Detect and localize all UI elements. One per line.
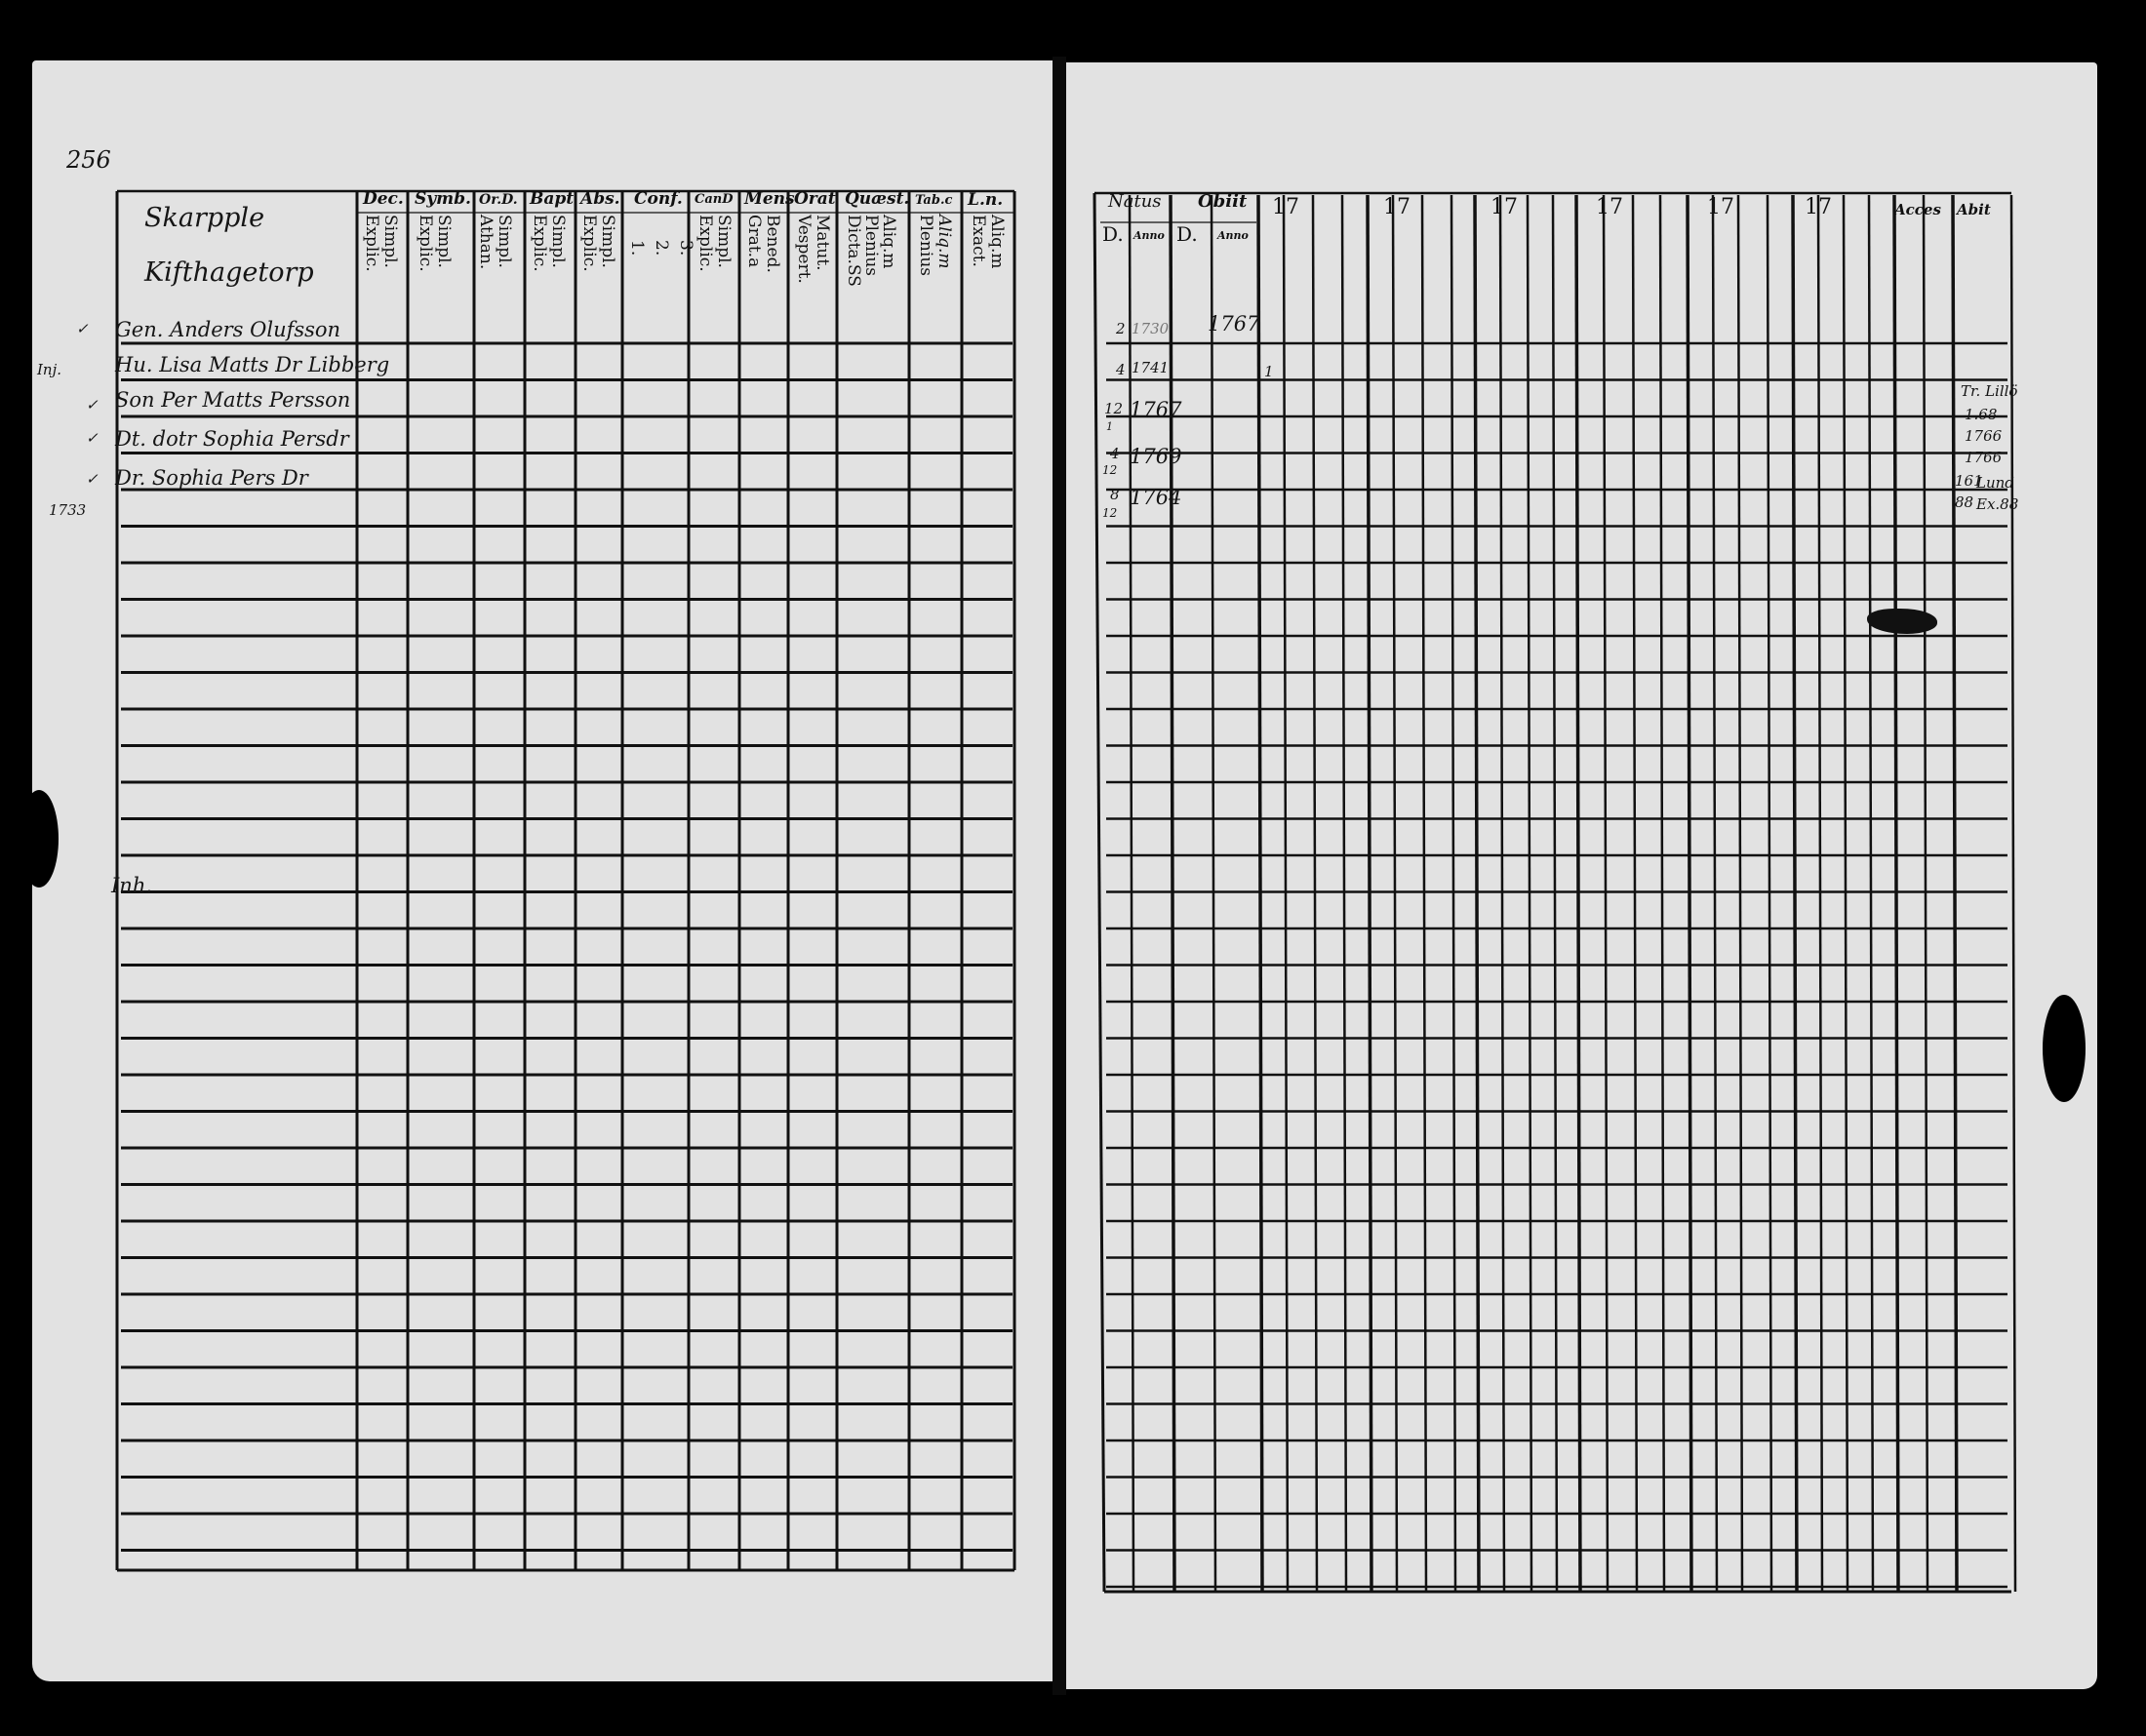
header-quaest: Quæst. (845, 189, 910, 209)
sublabel: Exact. (969, 215, 988, 267)
year-column-header: 17 (1707, 195, 1734, 219)
margin-note: Inj. (37, 361, 62, 378)
column-rule (1844, 195, 1848, 1592)
column-rule (1553, 195, 1557, 1592)
year-column-header: 17 (1490, 195, 1518, 219)
margin-check: ✓ (86, 429, 99, 447)
header-ord: Or.D. (479, 192, 518, 208)
header-acces: Acces (1894, 201, 1941, 218)
header-ln: L.n. (968, 190, 1004, 210)
sublabel: Aliq.m (879, 215, 898, 269)
subheader-conf (628, 240, 694, 256)
register-entry: Dt. dotr Sophia Persdr (115, 427, 349, 451)
sublabel: Simpl. (495, 215, 514, 268)
sublabel: 1. (627, 240, 647, 256)
column-rule (1793, 195, 1797, 1592)
header-conf: Conf. (634, 189, 683, 209)
subheader-ln (970, 215, 1005, 269)
column-rule (1768, 195, 1771, 1592)
subheader-quaest (845, 215, 896, 287)
place-name: Kifthagetorp (144, 257, 314, 288)
header-cand: CanD (695, 192, 734, 207)
column-rule (1604, 195, 1608, 1592)
header-orat: Orat (794, 189, 836, 209)
margin-check: ✓ (76, 320, 89, 337)
column-rule (1212, 195, 1215, 1592)
page-number: 256 (66, 146, 111, 174)
sublabel: 2. (652, 240, 671, 256)
abit-note: Lund (1976, 474, 2014, 492)
natus-day-sub: 1 (1106, 420, 1113, 433)
subheader-abs (580, 215, 616, 272)
sublabel: Explic. (416, 215, 435, 272)
natus-day: 2 (1116, 320, 1126, 337)
sublabel: Vespert. (794, 215, 814, 284)
column-rule (1738, 195, 1742, 1592)
column-rule (1660, 195, 1664, 1592)
row-mark: 1 (1264, 363, 1274, 380)
natus-year: 1741 (1132, 359, 1170, 376)
natus-year: 1764 (1130, 486, 1182, 509)
column-rule (1528, 195, 1531, 1592)
header-obiit: Obiit (1198, 191, 1248, 212)
subheader-ord (477, 215, 512, 269)
natus-year: 1767 (1130, 398, 1182, 421)
sublabel: Explic. (579, 215, 599, 272)
lower-note: Inh. (111, 874, 153, 897)
subheader-tab (917, 215, 952, 276)
year-column-header: 17 (1272, 195, 1299, 219)
natus-day: 4 (1116, 361, 1126, 378)
year-column-header: 17 (1805, 195, 1832, 219)
register-entry: Hu. Lisa Matts Dr Libberg (115, 353, 390, 376)
subheader-symb (417, 215, 452, 272)
column-rule (2011, 195, 2015, 1592)
natus-day: 12 (1104, 400, 1124, 417)
margin-note: 1733 (49, 501, 87, 519)
abit-note: 1766 (1965, 427, 2003, 445)
column-rule (1953, 195, 1957, 1592)
column-rule (1284, 195, 1288, 1592)
sublabel: Explic. (530, 215, 549, 272)
sublabel: Plenius (861, 215, 881, 276)
sublabel: Matut. (813, 215, 832, 271)
column-rule (1422, 195, 1426, 1592)
natus-day: 8 (1110, 486, 1120, 503)
header-natus: Natus (1108, 191, 1162, 212)
header-abs: Abs. (580, 189, 620, 209)
column-rule (1924, 195, 1927, 1592)
subheader-mens (745, 215, 780, 273)
register-entry: Dr. Sophia Pers Dr (115, 466, 308, 490)
farm-name: Skarpple (144, 203, 265, 233)
sublabel: Aliq.m (934, 215, 954, 269)
column-rule (1393, 195, 1397, 1592)
column-rule (1451, 195, 1455, 1592)
sublabel: Athan. (476, 215, 496, 270)
sublabel: Simpl. (714, 215, 734, 268)
subheader-bapt (531, 215, 566, 272)
sublabel: Explic. (362, 215, 381, 272)
header-natus-day: D. (1102, 222, 1124, 246)
column-rule (1313, 195, 1317, 1592)
sublabel: Grat.a (744, 215, 764, 268)
natus-day-sub: 12 (1102, 463, 1118, 477)
sublabel: Simpl. (548, 215, 568, 268)
sublabel: Simpl. (380, 215, 400, 268)
year-column-header: 17 (1383, 195, 1411, 219)
column-rule (1633, 195, 1637, 1592)
acces-note: 161 (1955, 472, 1983, 490)
natus-day-sub: 12 (1102, 506, 1118, 520)
sublabel: Dicta.SS (844, 215, 863, 287)
year-column-header: 17 (1596, 195, 1623, 219)
column-rule (1688, 195, 1691, 1592)
natus-year: 1769 (1130, 445, 1182, 468)
column-rule (1368, 195, 1371, 1592)
sublabel: 3. (676, 240, 695, 256)
column-rule (1869, 195, 1873, 1592)
column-rule (1576, 195, 1580, 1592)
abit-note: Tr. Lillö (1961, 382, 2018, 400)
column-rule (1500, 195, 1504, 1592)
abit-note: 1766 (1965, 449, 2003, 466)
subheader-dec (363, 215, 398, 272)
header-mens: Mens (744, 189, 795, 209)
sublabel: Explic. (695, 215, 715, 272)
header-dec: Dec. (363, 189, 404, 209)
register-entry: Gen. Anders Olufsson (115, 318, 341, 341)
header-natus-anno: Anno (1133, 229, 1165, 242)
column-rule (1818, 195, 1822, 1592)
margin-check: ✓ (86, 396, 99, 414)
column-rule (1713, 195, 1717, 1592)
subheader-orat (795, 215, 830, 284)
sublabel: Aliq.m (987, 215, 1007, 269)
column-rule (1894, 195, 1898, 1592)
register-entry: Son Per Matts Persson (115, 388, 351, 412)
abit-note: 1.68 (1965, 406, 1998, 423)
sublabel: Simpl. (434, 215, 454, 268)
obiit-year: 1767 (1208, 312, 1260, 335)
header-bapt: Bapt (530, 189, 575, 209)
header-obiit-anno: Anno (1217, 229, 1249, 242)
margin-check: ✓ (86, 470, 99, 488)
header-obiit-day: D. (1176, 222, 1198, 246)
natus-year: 1730 (1132, 320, 1170, 337)
sublabel: Simpl. (598, 215, 617, 268)
sublabel: Bened. (763, 215, 782, 273)
natus-day: 4 (1110, 445, 1120, 462)
column-rule (1258, 195, 1262, 1592)
header-symb: Symb. (415, 189, 471, 209)
column-rule (1475, 195, 1479, 1592)
subheader-cand (696, 215, 732, 272)
sublabel: Plenius (916, 215, 935, 276)
header-abit: Abit (1957, 201, 1991, 218)
abit-note: Ex.88 (1976, 495, 2019, 513)
header-tab: Tab.c (915, 193, 953, 208)
table-left-border (1094, 193, 1104, 1592)
column-rule (1342, 195, 1346, 1592)
acces-note: 88 (1955, 493, 1974, 511)
